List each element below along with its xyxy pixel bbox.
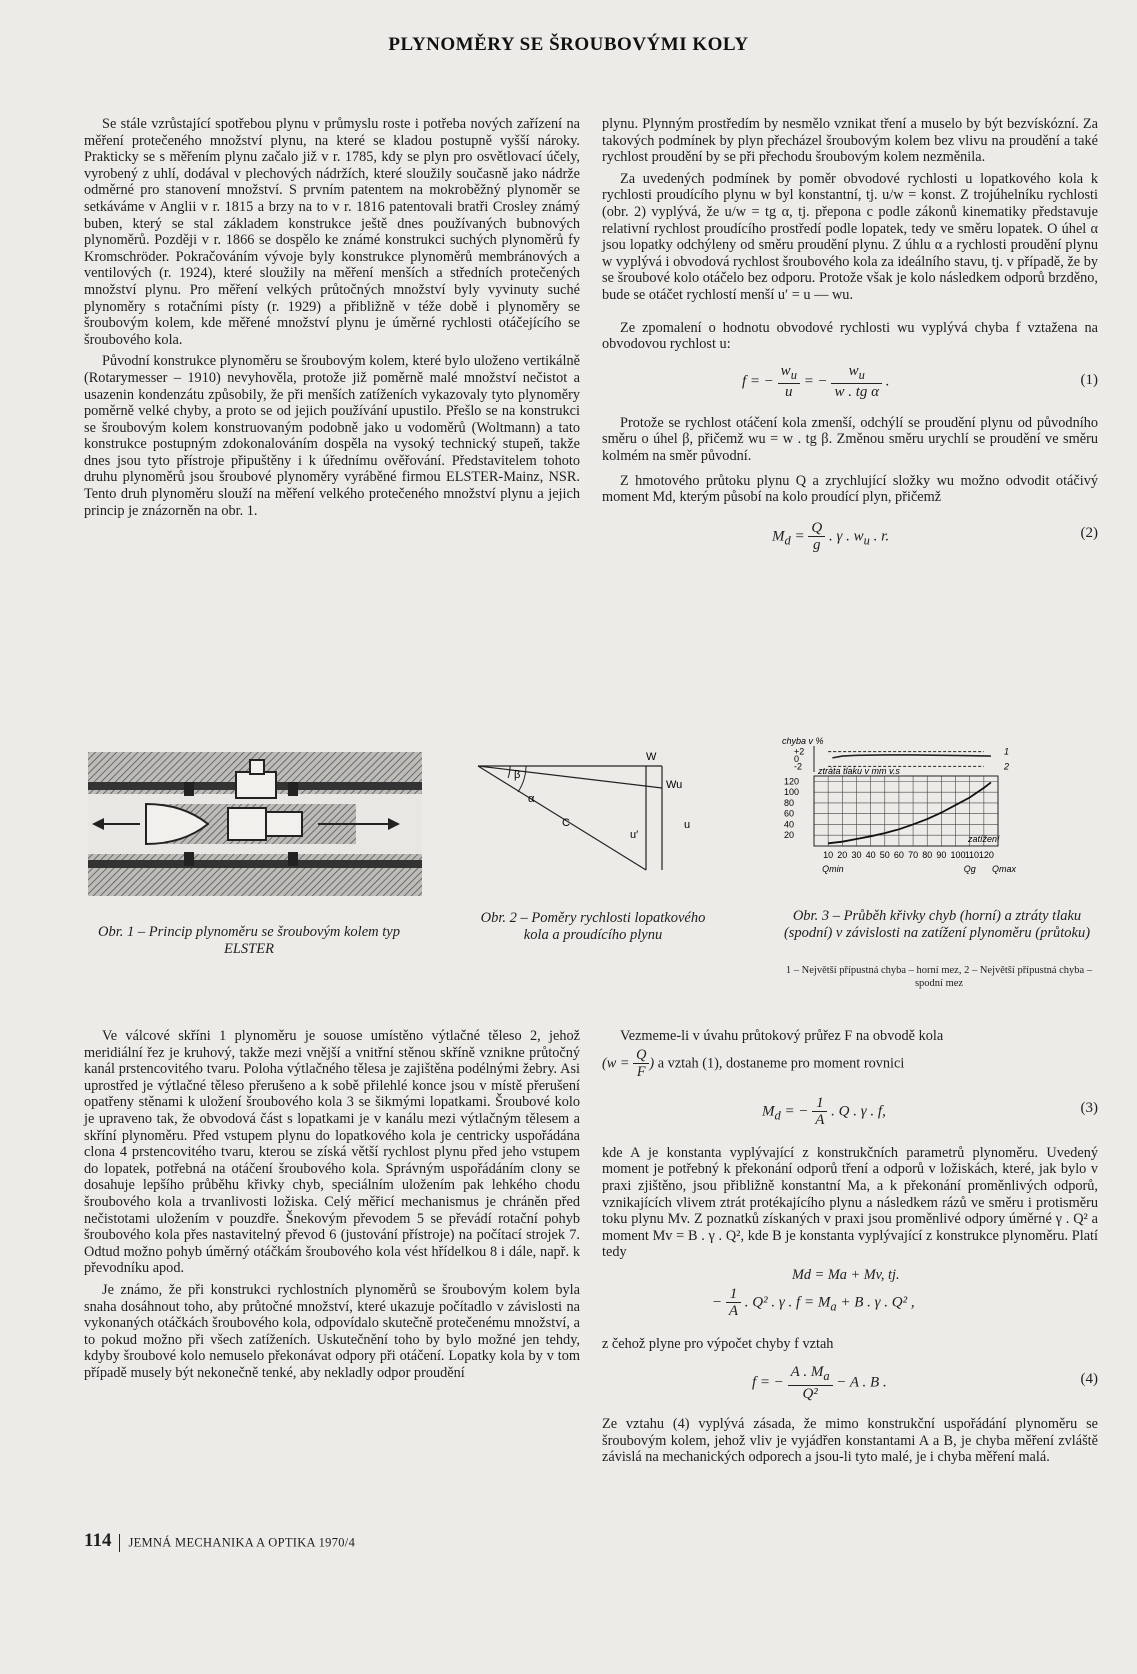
lower-xtick: 100 bbox=[950, 850, 966, 860]
upper-series-line bbox=[832, 755, 991, 758]
figure-3-caption: Obr. 3 – Průběh křivky chyb (horní) a ztráty tlaku (spodní) v závislosti na zatížení plynoměru (průtoku) bbox=[783, 908, 1091, 941]
lower-x-marker: Qg bbox=[963, 864, 976, 874]
lower-xtick: 80 bbox=[922, 850, 933, 860]
lower-xtick: 10 bbox=[823, 850, 834, 860]
paragraph: Ze zpomalení o hodnotu obvodové rychlosti wu vyplývá chyba f vztažena na obvodovou rychlost u: bbox=[602, 319, 1098, 353]
lower-ytick: 60 bbox=[784, 808, 795, 819]
paragraph: Vezmeme-li v úvahu průtokový průřez F na obvodě kola bbox=[620, 1028, 944, 1044]
equation-number: (4) bbox=[1080, 1371, 1098, 1388]
label-beta: β bbox=[514, 769, 521, 781]
lower-xtick: 120 bbox=[978, 850, 994, 860]
figure-1-caption: Obr. 1 – Princip plynoměru se šroubovým kolem typ ELSTER bbox=[98, 924, 400, 957]
figure-3-error-and-pressure-chart bbox=[780, 736, 1080, 896]
lower-xtick: 70 bbox=[908, 850, 919, 860]
upper-ytick: 0 bbox=[794, 754, 800, 764]
lower-xtick: 90 bbox=[936, 850, 947, 860]
lower-ytick: 80 bbox=[784, 797, 795, 808]
paragraph: Z hmotového průtoku plynu Q a zrychlující složky wu možno odvodit otáčivý moment Md, kterým působí na kolo proudící plyn, přičemž bbox=[602, 472, 1098, 506]
right-bottom-column bbox=[602, 1028, 1098, 1466]
lower-ylabel: ztráta tlaku v mm v.s bbox=[818, 766, 900, 776]
equation-inline-w: (w = $\frac{Q}{F}$ ) a vztah (1), dostaneme pro moment rovnici bbox=[602, 1046, 905, 1081]
equation-number: (3) bbox=[1080, 1099, 1098, 1116]
equation-md-sum: Md = Ma + Mv, tj. bbox=[792, 1266, 900, 1283]
label-u: u bbox=[684, 819, 691, 831]
upper-series-label: 2 bbox=[1004, 761, 1010, 772]
upper-ylabel: chyba v % bbox=[782, 736, 824, 746]
lower-xtick: 50 bbox=[879, 850, 890, 860]
upper-ytick: -2 bbox=[794, 761, 803, 772]
paragraph: kde A je konstanta vyplývající z konstrukčních parametrů plynoměru. Uvedený moment je potřebný k překonání odporů tření a odporů v ložiskách, které, jak bylo v praxi zjištěno, jsou přibližně konstantní Ma, a k překonání proměnlivých odporů, vznikajících vlivem ztrát protékajícího plynu a následkem rázů ve směru i protisměru toku plynu Mv. Z poznatků získaných v praxi jsou proměnlivé odpory úměrné γ . Q² a moment Mv = B . γ . Q², kde B je konstanta vyplývající z konstrukce plynoměru. Platí tedy bbox=[602, 1144, 1098, 1261]
label-u-prime: u′ bbox=[630, 829, 639, 841]
figure-2-velocity-triangle bbox=[470, 751, 710, 882]
article-title: PLYNOMĚRY SE ŠROUBOVÝMI KOLY bbox=[388, 34, 749, 55]
figure-2-caption: Obr. 2 – Poměry rychlosti lopatkového kola a proudícího plynu bbox=[480, 910, 706, 943]
page-footer bbox=[84, 1530, 355, 1552]
right-top-column bbox=[602, 116, 1098, 572]
lower-ytick: 120 bbox=[784, 776, 800, 787]
lower-ytick: 100 bbox=[784, 787, 800, 798]
paragraph: Se stále vzrůstající spotřebou plynu v průmyslu roste i potřeba nových zařízení na měření protečeného množství plynu, na které se kladou postupně vyšší nároky. Prakticky se s měřením plynu začalo již v r. 1785, kdy se plyn pro osvětlovací účely, vyrobený z uhlí, dodával v plechových nádržích, které sloužily současně jako nádrže odměrné pro stanovení množství. S prvním patentem na mokroběžný plynoměr se setkáváme v Anglii v r. 1815 a brzy na to v r. 1816 patentovali bratři Crosley známý buben, který se stal základem konstrukce ještě dnes používaných bubnových plynoměrů. Později v r. 1866 se dospělo ke známé konstrukci suchých plynoměrů fy Kromschröder. Pokračováním vývoje byly konstrukce plynoměrů membránových a ventilových (r. 1924), které sloužily na měření menších a středních protečených množství plynu. Pro měření velkých průtočných množství byly vyvinuty suché plynoměry s rotačními písty (r. 1929) a přibližně v téže době i plynoměry se šroubovým kolem, kde měřené množství plynu je úměrné rychlosti otáčejícího se šroubového kola. bbox=[84, 116, 580, 348]
label-w: W bbox=[646, 751, 657, 763]
paragraph: z čehož plyne pro výpočet chyby f vztah bbox=[602, 1335, 834, 1352]
lower-x-marker: Qmax bbox=[992, 864, 1017, 874]
lower-xlabel: zatížení bbox=[968, 834, 1000, 844]
lower-xtick: 20 bbox=[837, 850, 848, 860]
equation-number: (2) bbox=[1080, 524, 1098, 541]
journal-name: JEMNÁ MECHANIKA A OPTIKA 1970/4 bbox=[128, 1535, 356, 1550]
left-top-column bbox=[84, 116, 580, 519]
equation-1: f = − $\frac{w_u}{u}$ = − $\frac{w_u}{\text{w . tg α}}$ . (1) bbox=[742, 362, 1098, 401]
paragraph: Původní konstrukce plynoměru se šroubovým kolem, které bylo uloženo vertikálně (Rotarymesser – 1910) nevyhověla, protože již poměrně malé množství nečistot a usazenin kondenzátu způsobily, že při menších zatíženích vykazovaly tyto plynoměry poměrně velké chyby, a proto se od jejich používání upustilo. Přešlo se na konstrukci se šroubovým kolem konstruovaným podobně jako u vodoměrů (Woltmann) a tato konstrukce postupným zdokonalováním dospěla na vysoký technický stupeň, takže dnes jsou tyto přístroje připuštěny i k úřednímu ověřování. Představitelem tohoto druhu plynoměrů jsou šroubové plynoměry vyráběné firmou ELSTER-Mainz, NSR. Tento druh plynoměru slouží na měření velkého protečeného množství plynu a jejich princip je znázorněn na obr. 1. bbox=[84, 353, 580, 519]
paragraph: Je známo, že při konstrukci rychlostních plynoměrů se šroubovým kolem byla snaha dosáhnout toho, aby průtočné množství, které ukazuje počítadlo v závislosti na vykonaných otáčkách šroubového kola, odpovídalo skutečně protečenému množství, a to pokud možno při všech zatíženích. Uskutečnění toho by bylo možné jen tehdy, kdyby šroubové kolo nemuselo překonávat odpory při otáčení. Lopatky kola by v tom případě musely být nekonečně tenké, aby nekladly odpor proudění bbox=[84, 1281, 580, 1381]
figure-1-meter-cross-section bbox=[88, 752, 422, 896]
equation-4: f = − $\frac{A . M_a}{\text{Q²}}$ − A . B . (4) bbox=[752, 1364, 1098, 1402]
lower-xtick: 30 bbox=[851, 850, 862, 860]
lower-xtick: 60 bbox=[893, 850, 904, 860]
figure-3-note: 1 – Největší přípustná chyba – horní mez, 2 – Největší přípustná chyba – spodní mez bbox=[785, 965, 1093, 989]
label-c: C bbox=[562, 817, 570, 829]
lower-ytick: 20 bbox=[784, 830, 795, 841]
equation-2: $M_d$ = $\frac{Q}{g}$ . γ . $w_u$ . r. (2) bbox=[772, 519, 1098, 554]
upper-ytick: +2 bbox=[794, 746, 805, 757]
paragraph: plynu. Plynným prostředím by nesmělo vznikat tření a muselo by být bezvískózní. Za takových podmínek by plyn přecházel šroubovým kolem bez vlivu na proudění a také rychlost proudění by se při přechodu šroubovým kolem nezměnila. bbox=[602, 116, 1098, 166]
left-bottom-column bbox=[84, 1028, 580, 1381]
lower-xtick: 110 bbox=[964, 850, 980, 860]
equation-expanded: − $\frac{1}{A}$ . Q² . γ . $f = M_a + B$ . γ . Q² , bbox=[712, 1285, 915, 1320]
lower-ytick: 40 bbox=[784, 819, 795, 830]
lower-x-marker: Qmin bbox=[822, 864, 844, 874]
upper-series-label: 1 bbox=[1004, 746, 1010, 757]
lower-xtick: 40 bbox=[865, 850, 876, 860]
equation-number: (1) bbox=[1080, 371, 1098, 388]
label-wu: Wu bbox=[666, 779, 683, 791]
paragraph: Ze vztahu (4) vyplývá zásada, že mimo konstrukční uspořádání plynoměru se šroubovým kolem, jehož vliv je vyjádřen konstantami A a B, je chyba měření zvláště závislá na mechanických odporech a jsou-li tyto malé, je i chyba měření malá. bbox=[602, 1416, 1098, 1466]
paragraph: Protože se rychlost otáčení kola zmenší, odchýlí se proudění plynu od původního směru o úhel β, přičemž wu = w . tg β. Změnou směru urychlí se proudění ve směru kolmém na směr původní. bbox=[602, 414, 1098, 464]
label-alpha: α bbox=[528, 793, 535, 805]
paragraph: Ve válcové skříni 1 plynoměru je souose umístěno výtlačné těleso 2, jehož meridiální řez je kruhový, takže mezi vnější a vnitřní stěnou skříně vznikne průtočný kanál prstencovitého tvaru. Poloha výtlačného tělesa je zajištěna podélnými žebry. Asi uprostřed je výtlačné těleso přerušeno a k sobě přilehlé konce jsou v místě přerušení opatřeny stěnami k uložení šroubového kola 3 se šikmými lopatkami. Šroubové kolo je upraveno tak, že obvodová část s lopatkami je v kanálu mezi výtlačným tělesem a skříní plynoměru. Před vstupem plynu do lopatkového kola je centricky uspořádána clona 4 prstencovitého tvaru, kterou se získá větší rychlost plynu před jeho vstupem do lopatek, potřebná na otáčení šroubového kola. Správným uspořádáním clony se dosahuje lepšího průběhu křivky chyb, speciálním uložením pak lehkého chodu šroubového kola a trvanlivosti ložiska. Celý měřicí mechanismus je chráněn před nečistotami uložením v pouzdře. Šnekovým převodem 5 se převádí rotační pohyb šroubového kola přes nastavitelný převod 6 (justování přístroje) na počítací strojek 7. Odtud možno pohyb úměrný otáčkám šroubového kola vést hřídelkou 8 i dále, např. k převodníku apod. bbox=[84, 1028, 580, 1277]
paragraph: Za uvedených podmínek by poměr obvodové rychlosti u lopatkového kola k rychlosti proudícího plynu w byl konstantní, tj. u/w = konst. Z trojúhelníku rychlosti (obr. 2) vyplývá, že u/w = tg α, tj. přepona c podle zákonů kinematiky představuje relativní rychlost proudícího prostředí podle lopatek, tedy ve směru lopatek. O úhel α jsou lopatky odchýleny od směru proudění plynu. Z úhlu α a rychlosti proudění plynu w vyplývá i obvodová rychlost šroubového kola za ideálního stavu, tj. v případě, že by se šroubové kolo otáčelo bez odporu. Protože však je kolo následkem odporů brzděno, bude se otáčet rychlostí menší u′ = u — wu. bbox=[602, 170, 1098, 303]
equation-3: $M_d$ = − $\frac{1}{A}$ . Q . γ . f, (3) bbox=[762, 1094, 1098, 1129]
lower-series-line bbox=[828, 782, 991, 843]
page-number: 114 bbox=[84, 1530, 112, 1551]
